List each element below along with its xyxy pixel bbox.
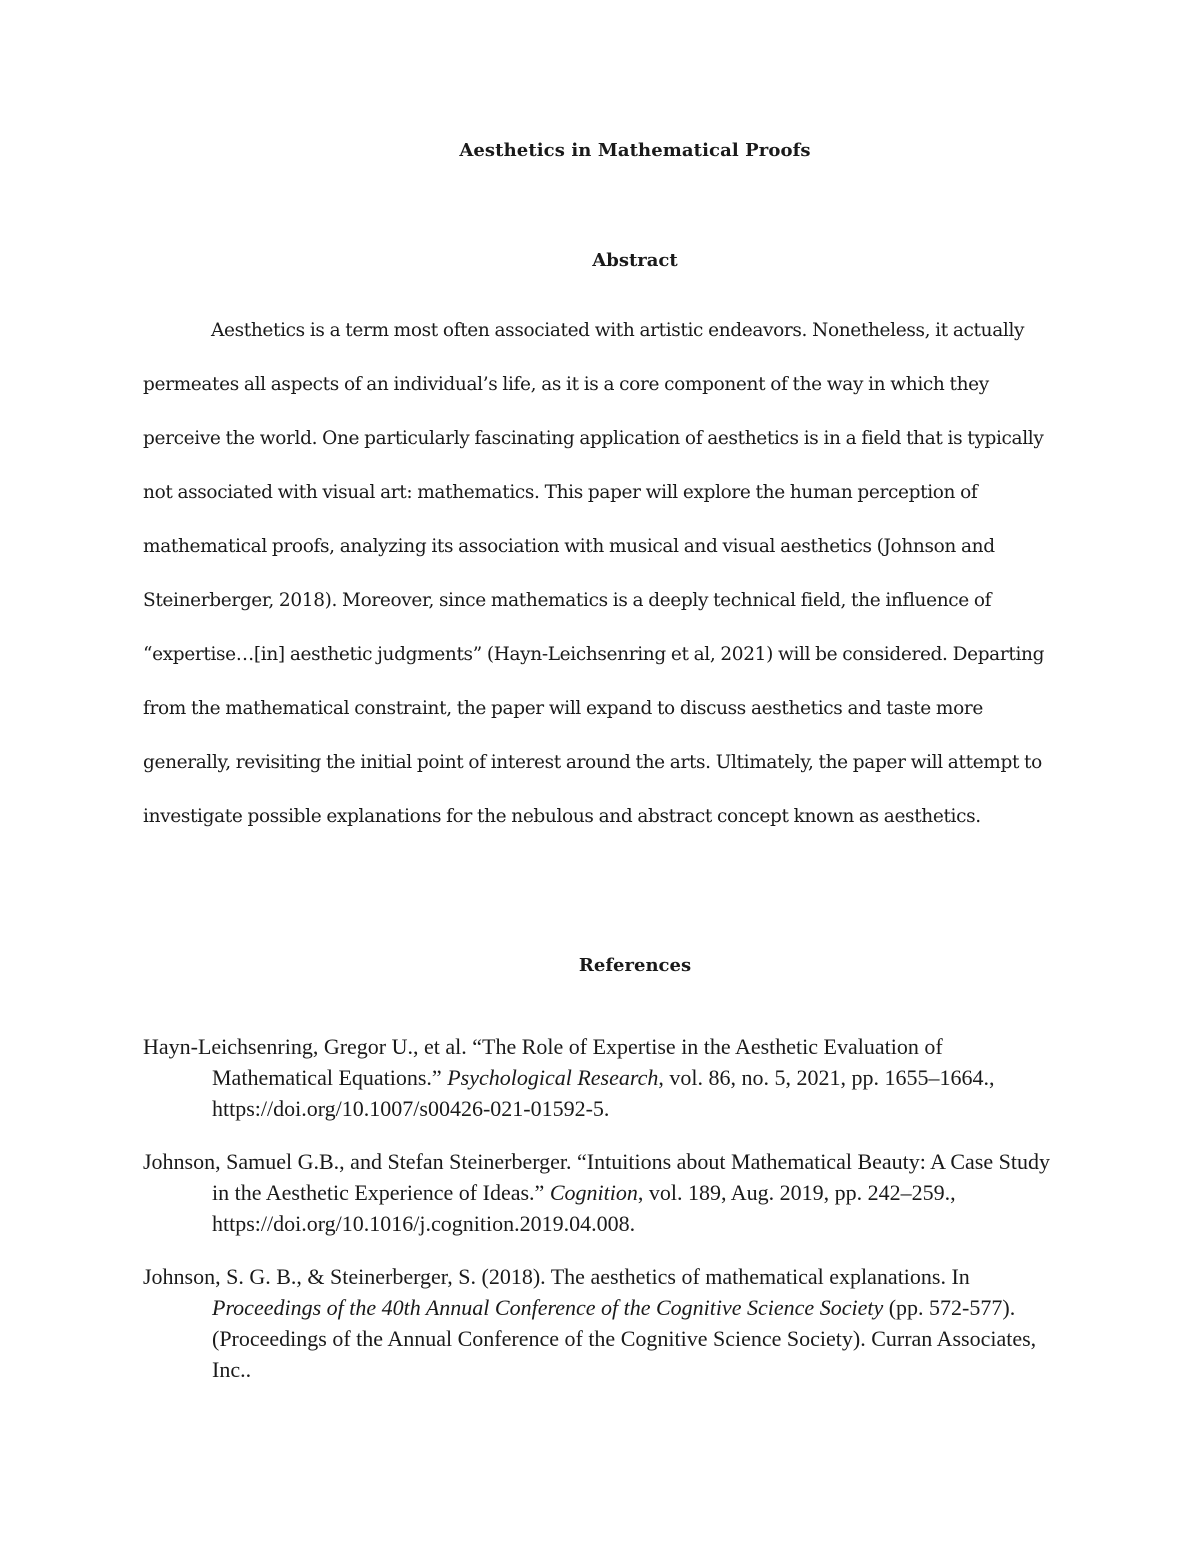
reference-item <box>143 1146 1063 1239</box>
reference-text: Johnson, Samuel G.B., and Stefan Steinerberger. “Intuitions about Mathematical Beauty: A Case Study in the Aesthetic Experience of Ideas.” <box>143 1149 1050 1205</box>
reference-text: Johnson, S. G. B., & Steinerberger, S. (2018). The aesthetics of mathematical explanations. In <box>143 1264 970 1289</box>
reference-item <box>143 1031 1063 1124</box>
reference-details: (pp. 572-577). (Proceedings of the Annual Conference of the Cognitive Science Society). Curran Associates, Inc.. <box>212 1295 1037 1382</box>
reference-details: , vol. 86, no. 5, 2021, pp. 1655–1664., https://doi.org/10.1007/s00426-021-01592-5. <box>212 1065 995 1121</box>
references-list <box>143 1031 1063 1407</box>
reference-journal: Psychological Research <box>447 1065 659 1090</box>
paper-title: Aesthetics in Mathematical Proofs <box>459 140 811 161</box>
references-heading: References <box>578 955 692 976</box>
reference-journal: Proceedings of the 40th Annual Conference of the Cognitive Science Society <box>212 1295 884 1320</box>
reference-details: , vol. 189, Aug. 2019, pp. 242–259., https://doi.org/10.1016/j.cognition.2019.04.008. <box>212 1180 956 1236</box>
abstract-heading: Abstract <box>592 250 678 271</box>
reference-text: Hayn-Leichsenring, Gregor U., et al. “The Role of Expertise in the Aesthetic Evaluation of Mathematical Equations.” <box>143 1034 943 1090</box>
reference-item <box>143 1261 1063 1385</box>
abstract-body: Aesthetics is a term most often associated with artistic endeavors. Nonetheless, it actually permeates all aspects of an individual’s life, as it is a core component of the way in which they perceive the world. One particularly fascinating application of aesthetics is in a field that is typically not associated with visual art: mathematics. This paper will explore the human perception of mathematical proofs, analyzing its association with musical and visual aesthetics (Johnson and Steinerberger, 2018). Moreover, since mathematics is a deeply technical field, the influence of “expertise…[in] aesthetic judgments” (Hayn-Leichsenring et al, 2021) will be considered. Departing from the mathematical constraint, the paper will expand to discuss aesthetics and taste more generally, revisiting the initial point of interest around the arts. Ultimately, the paper will attempt to investigate possible explanations for the nebulous and abstract concept known as aesthetics. <box>143 320 1045 827</box>
reference-journal: Cognition <box>549 1180 638 1205</box>
